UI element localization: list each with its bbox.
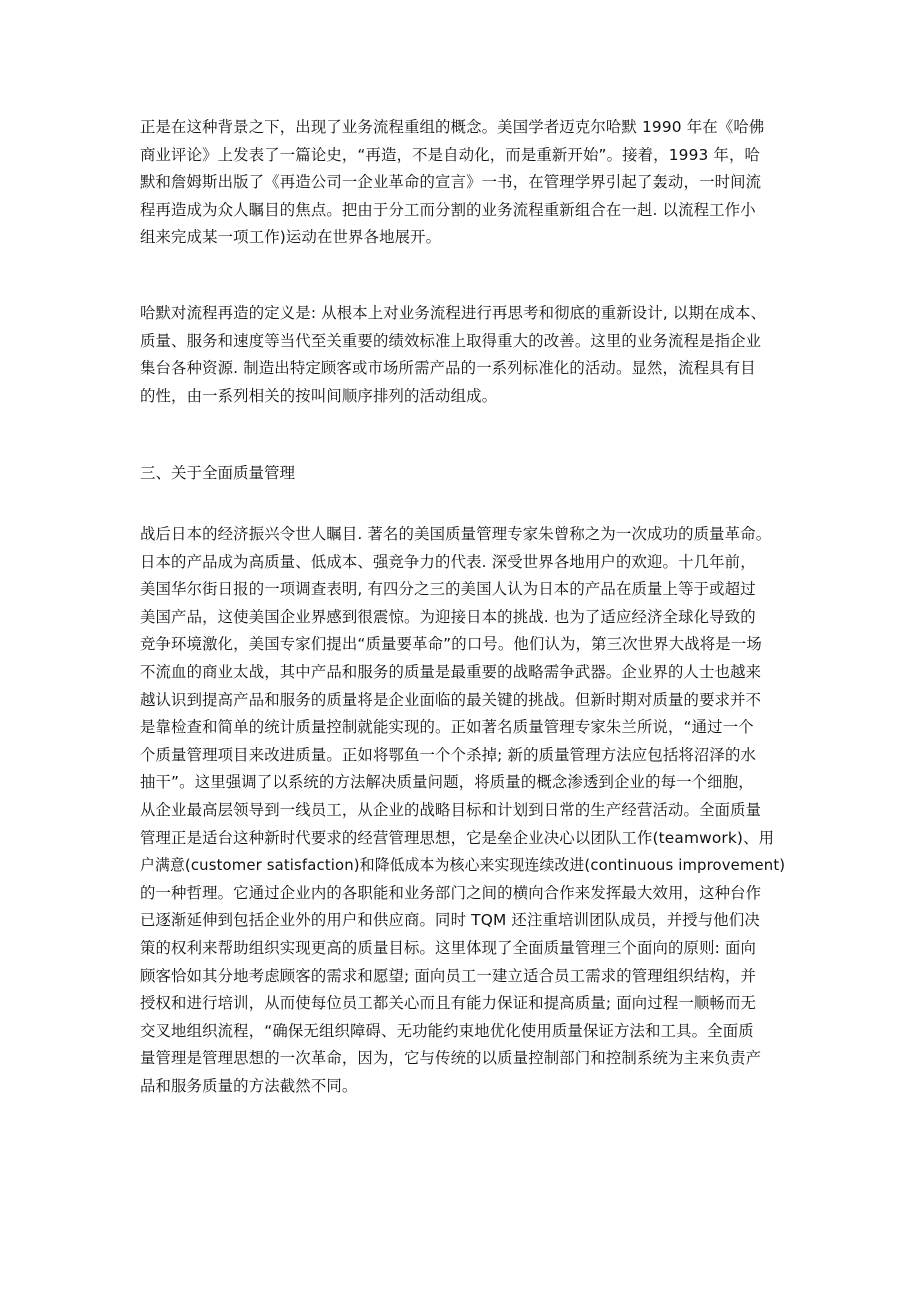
paragraph-line: 抽干”。这里强调了以系统的方法解决质量问题，将质量的概念渗透到企业的每一个细胞，: [140, 773, 754, 792]
paragraph-line: 日本的产品成为高质量、低成本、强竞争力的代表. 深受世界各地用户的欢迎。十几年前，: [140, 552, 756, 571]
paragraph-line: 组来完成某一项工作)运动在世界各地展开。: [140, 228, 442, 247]
section-heading: 三、关于全面质量管理: [140, 464, 296, 482]
paragraph-line: 商业评论》上发表了一篇论史，“再造，不是自动化，而是重新开始”。接着，1993 年，哈: [140, 145, 761, 164]
paragraph-3: [140, 521, 790, 1100]
paragraph-line: 个质量管理项目来改进质量。正如将鄂鱼一个个杀掉; 新的质量管理方法应包括将沼泽的水: [140, 745, 757, 764]
paragraph-line: 管理正是适台这种新时代要求的经营管理思想，它是垒企业决心以团队工作(teamwork)、用: [140, 828, 775, 847]
paragraph-line: 质量、服务和速度等当代至关重要的绩效标准上取得重大的改善。这里的业务流程是指企业: [140, 331, 762, 350]
paragraph-line: 是靠检查和简单的统计质量控制就能实现的。正如著名质量管理专家朱兰所说，“通过一个: [140, 718, 754, 737]
paragraph-line: 授权和进行培训，从而使每位员工都关心而且有能力保证和提高质量; 面向过程一顺畅而无: [140, 994, 757, 1013]
paragraph-line: 竞争环境激化，美国专家们提出“质量要革命”的口号。他们认为，第三次世界大战将是一场: [140, 635, 762, 654]
paragraph-line: 从企业最高层领导到一线员工，从企业的战略目标和计划到日常的生产经营活动。全面质量: [140, 800, 762, 819]
paragraph-line: 越认识到提高产品和服务的质量将是企业面临的最关键的挑战。但新时期对质量的要求并不: [140, 690, 762, 709]
paragraph-line: 程再造成为众人瞩目的焦点。把由于分工而分割的业务流程重新组合在一赳. 以流程工作小: [140, 200, 756, 219]
paragraph-2: [140, 300, 790, 410]
paragraph-line: 不流血的商业太战，其中产品和服务的质量是最重要的战略需争武器。企业界的人士也越来: [140, 662, 762, 681]
paragraph-line: 集台各种资源. 制造出特定顾客或市场所需产品的一系列标准化的活动。显然，流程具有目: [140, 359, 756, 378]
paragraph-1: [140, 114, 790, 252]
paragraph-line: 已逐渐延伸到包括企业外的用户和供应商。同时 TQM 还注重培训团队成员，并授与他们决: [140, 911, 760, 930]
paragraph-line: 正是在这种背景之下，出现了业务流程重组的概念。美国学者迈克尔哈默 1990 年在《哈佛: [140, 118, 765, 136]
paragraph-line: 默和詹姆斯出版了《再造公司一企业革命的宣言》一书，在管理学界引起了轰动，一时间流: [140, 173, 762, 192]
paragraph-line: 哈默对流程再造的定义是: 从根本上对业务流程进行再思考和彻底的重新设计, 以期在成本、: [140, 304, 767, 322]
paragraph-line: 交叉地组织流程，“确保无组织障碍、无功能约束地优化使用质量保证方法和工具。全面质: [140, 1021, 754, 1040]
paragraph-line: 策的权利来帮助组织实现更高的质量目标。这里体现了全面质量管理三个面向的原则: 面向: [140, 938, 757, 957]
paragraph-line: 战后日本的经济振兴令世人瞩目. 著名的美国质量管理专家朱曾称之为一次成功的质量革命。: [140, 525, 772, 543]
paragraph-line: 量管理是管理思想的一次革命，因为，它与传统的以质量控制部门和控制系统为主来负责产: [140, 1049, 762, 1068]
paragraph-line: 品和服务质量的方法截然不同。: [140, 1076, 358, 1095]
paragraph-line: 美国华尔街日报的一项调查表明, 有四分之三的美国人认为日本的产品在质量上等于或超过: [140, 580, 756, 599]
paragraph-line: 美国产品，这使美国企业界感到很震惊。为迎接日本的挑战. 也为了适应经济全球化导致的: [140, 607, 756, 626]
paragraph-line: 的性，由一系列相关的按叫间顺序排列的活动组成。: [140, 386, 498, 405]
paragraph-line: 顾客恰如其分地考虑顾客的需求和愿望; 面向员工一建立适合员工需求的管理组织结构，并: [140, 966, 757, 985]
paragraph-line: 户满意(customer satisfaction)和降低成本为核心来实现连续改进(continuous improvement): [140, 856, 786, 875]
paragraph-line: 的一种哲理。它通过企业内的各职能和业务部门之间的横向合作来发挥最大效用，这种台作: [140, 883, 762, 902]
